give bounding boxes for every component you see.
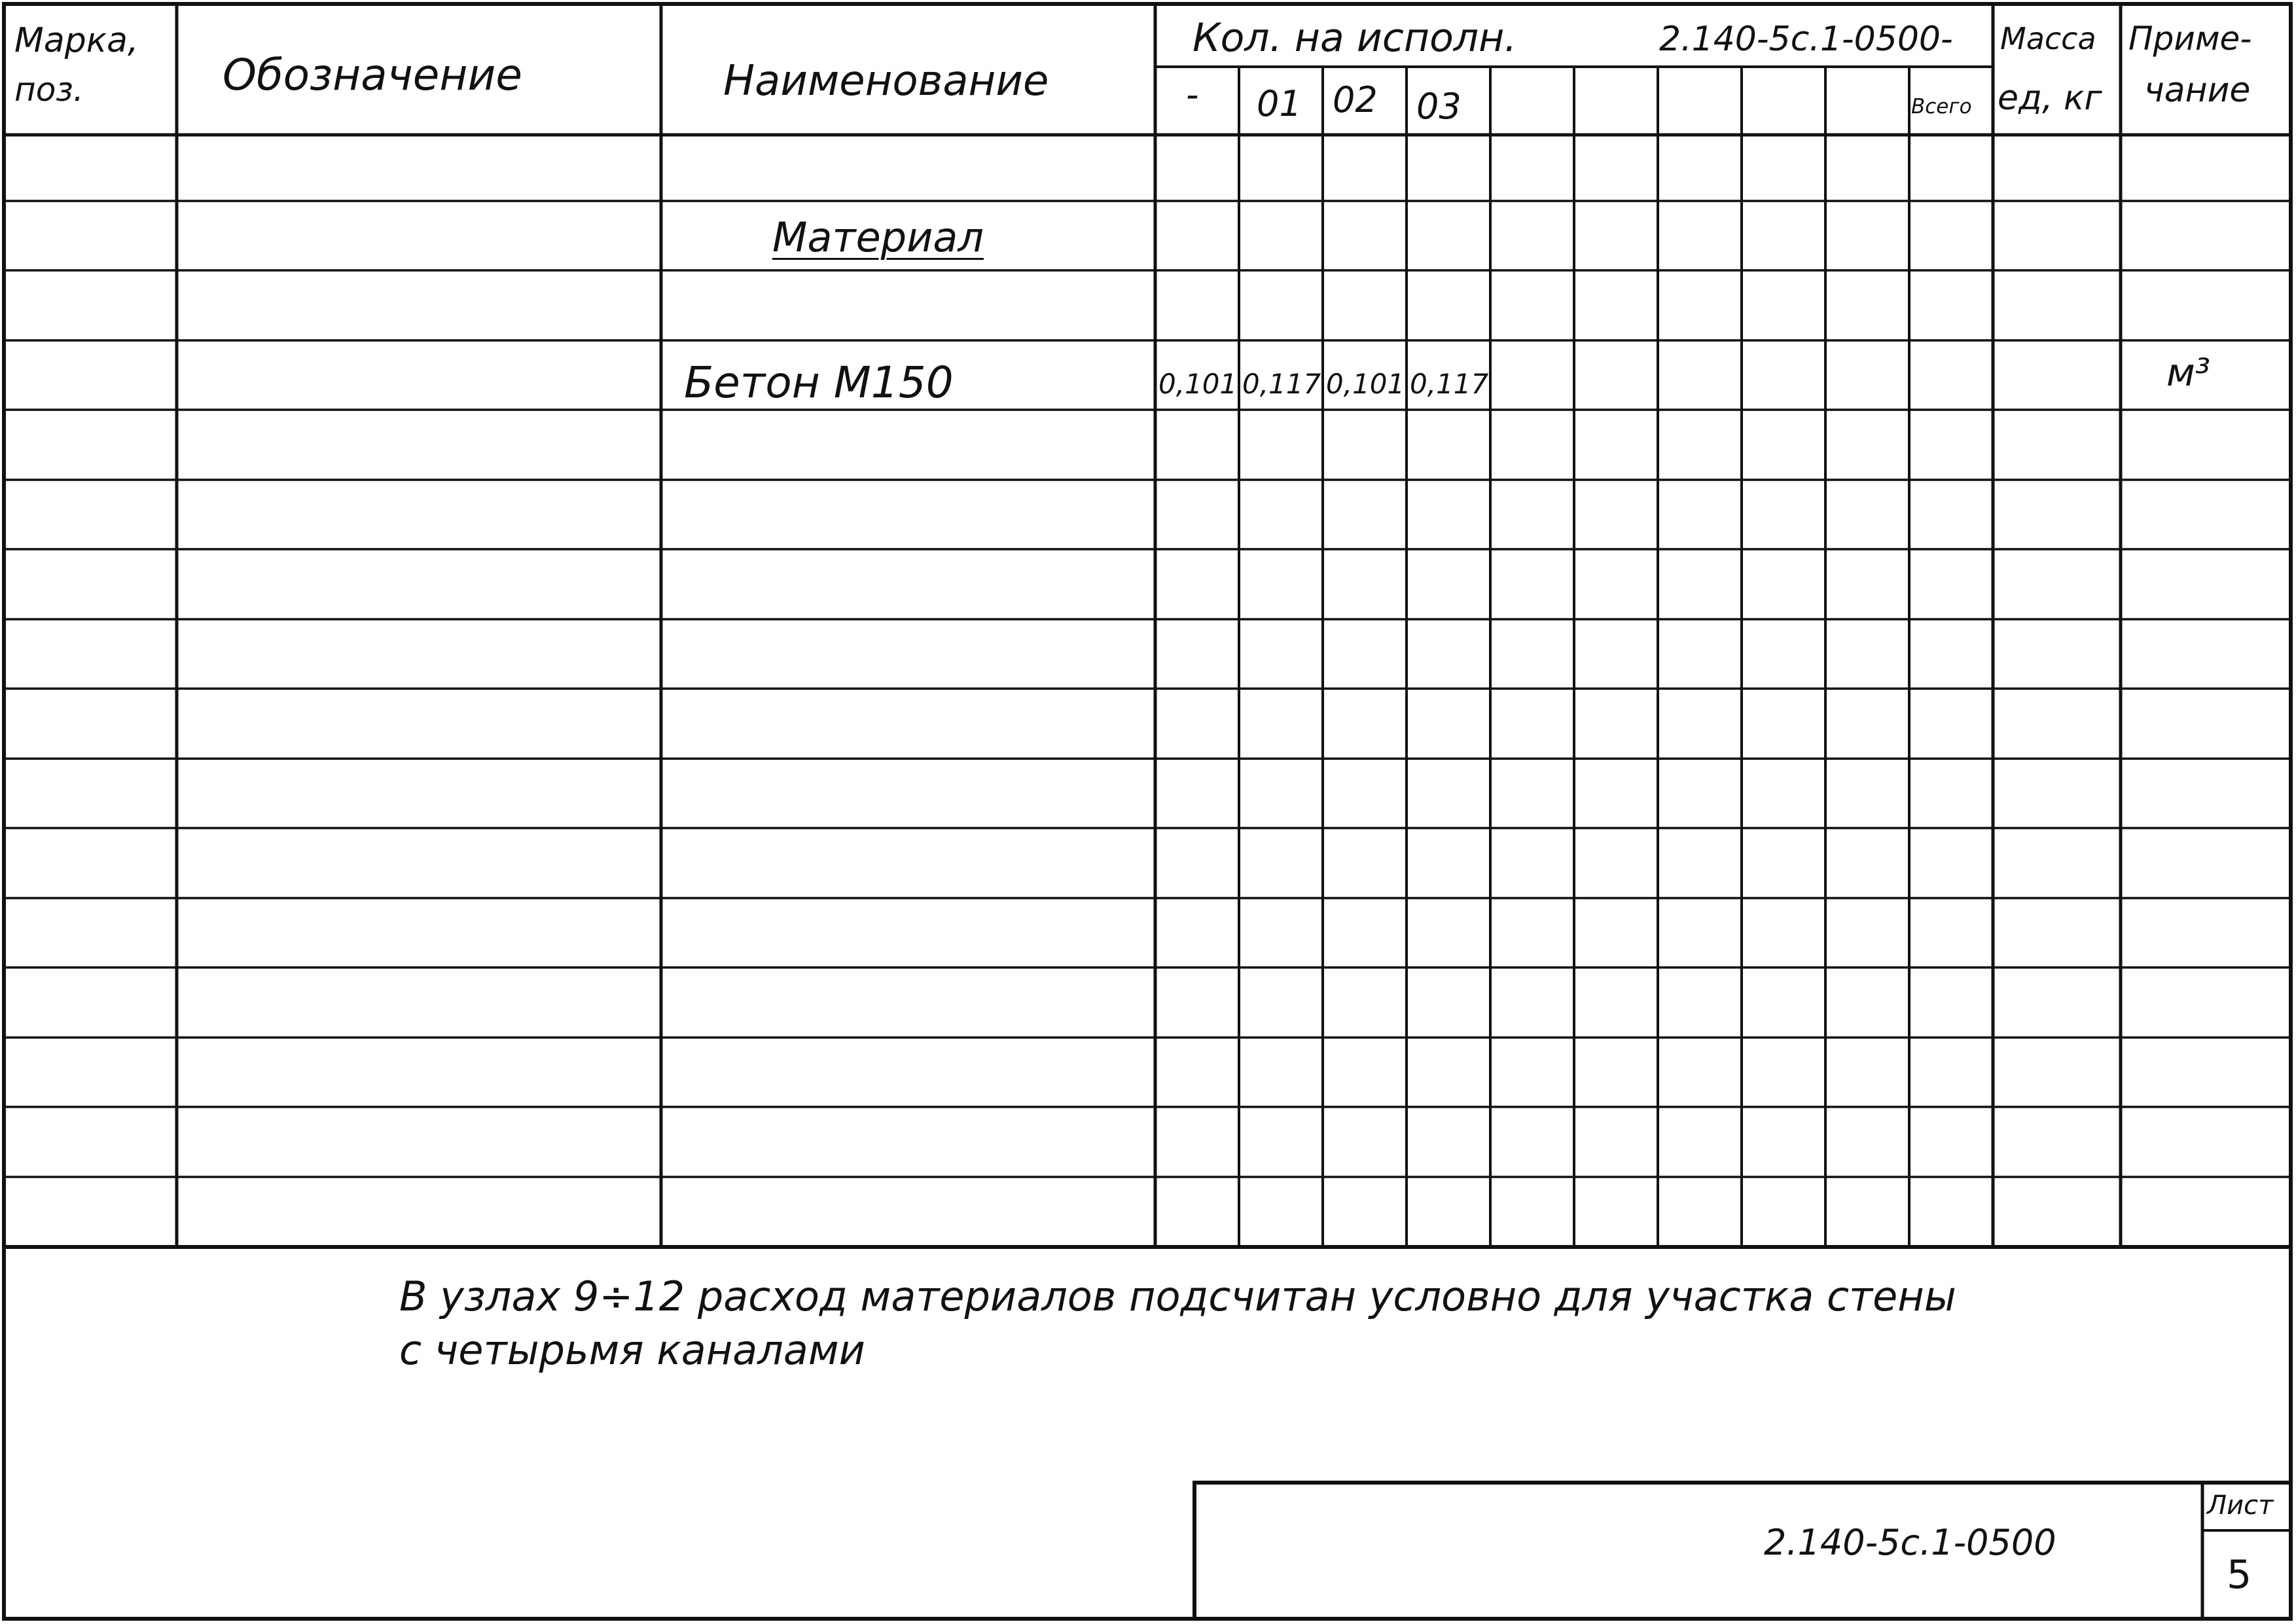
concrete-name: Бетон М150 [684,357,954,408]
concrete-qty-03: 0,117 [1410,368,1489,400]
concrete-unit: м³ [2166,350,2211,395]
concrete-qty-01: 0,117 [1242,368,1321,400]
header-variant-01: 01 [1257,83,1302,124]
titleblock-doc-code: 2.140-5с.1-0500 [1764,1522,2056,1563]
header-mark-line2: поз. [14,71,84,109]
header-note-line1: Приме- [2128,20,2252,58]
header-mass-line1: Масса [2000,21,2096,56]
header-mark-line1: Марка, [14,21,139,60]
titleblock-sheet-label: Лист [2207,1490,2274,1521]
footnote-line2: с четырьмя каналами [399,1326,865,1374]
header-total: Всего [1911,95,1972,118]
header-variant-02: 02 [1333,79,1378,120]
concrete-qty-02: 0,101 [1326,368,1405,400]
header-variant-base: - [1186,74,1199,115]
header-mass-line2: ед, кг [1998,79,2102,118]
header-designation: Обозначение [223,50,522,100]
section-title-material: Материал [772,213,984,261]
header-note-line2: чание [2144,71,2251,110]
header-name: Наименование [723,57,1049,105]
footnote-line1: В узлах 9÷12 расход материалов подсчитан условно для участка стены [399,1272,1956,1320]
header-qty-label: Кол. на исполн. [1193,15,1517,61]
titleblock-sheet-number: 5 [2227,1552,2252,1598]
header-variant-03: 03 [1416,86,1462,127]
header-qty-code: 2.140-5с.1-0500- [1659,20,1953,59]
concrete-qty-base: 0,101 [1158,368,1238,400]
